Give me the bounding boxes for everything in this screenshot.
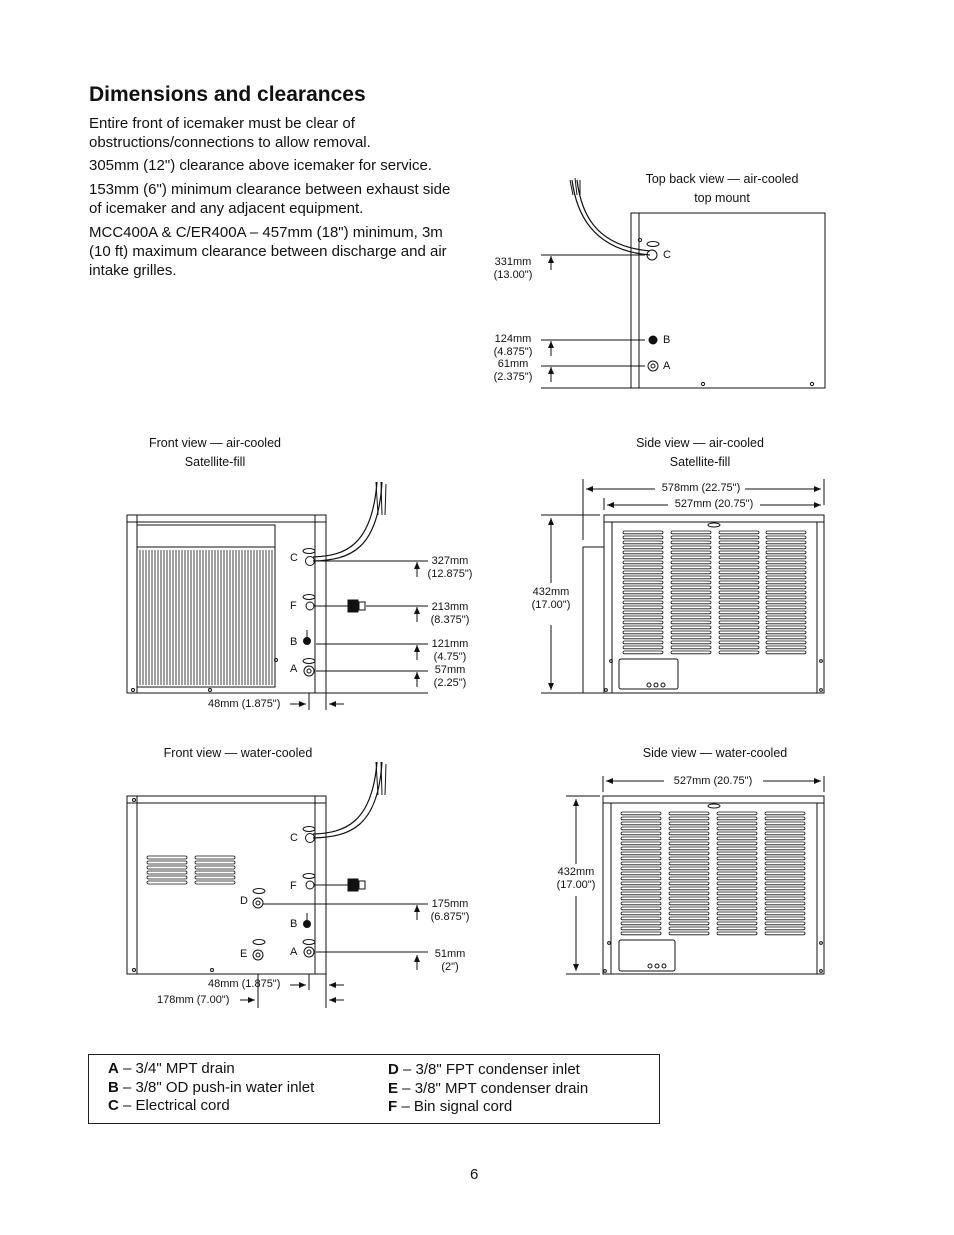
dim-175: 175mm (6.875") xyxy=(430,898,470,923)
legend-item-b: B – 3/8" OD push-in water inlet xyxy=(108,1078,315,1096)
dim-432-air: 432mm (17.00") xyxy=(531,586,571,611)
side-water-view-drawing xyxy=(566,776,824,974)
page-title: Dimensions and clearances xyxy=(89,83,366,106)
port-label-f: F xyxy=(290,880,297,892)
port-label-b: B xyxy=(663,334,671,346)
dim-51: 51mm (2") xyxy=(434,948,466,973)
legend-item-f: F – Bin signal cord xyxy=(388,1098,513,1115)
side-air-view-drawing xyxy=(541,479,824,693)
port-label-e: E xyxy=(240,948,248,960)
legend-item-e: E – 3/8" MPT condenser drain xyxy=(388,1079,589,1097)
dim-432-water: 432mm (17.00") xyxy=(556,866,596,891)
port-label-d: D xyxy=(240,895,248,907)
dim-578: 578mm (22.75") xyxy=(661,482,741,494)
port-label-a: A xyxy=(290,946,298,958)
dim-48-air: 48mm (1.875") xyxy=(208,698,281,710)
legend-item-a: A – 3/4" MPT drain xyxy=(108,1060,235,1077)
legend-box xyxy=(88,1054,660,1124)
legend-item-c: C – Electrical cord xyxy=(108,1097,230,1114)
front-water-view-drawing xyxy=(127,762,428,1008)
dim-331: 331mm (13.00") xyxy=(493,256,533,281)
legend-column-right xyxy=(388,1061,588,1117)
legend-item-d: D – 3/8" FPT condenser inlet xyxy=(388,1061,580,1078)
legend-column-left xyxy=(108,1060,314,1116)
intro-paragraph-1: Entire front of icemaker must be clear of obstructions/connections to allow removal. xyxy=(89,115,371,151)
port-label-c: C xyxy=(663,249,671,261)
port-label-f: F xyxy=(290,600,297,612)
dim-213: 213mm (8.375") xyxy=(430,601,470,626)
front-water-caption: Front view — water-cooled xyxy=(163,746,313,760)
port-label-c: C xyxy=(290,552,298,564)
dim-527-air: 527mm (20.75") xyxy=(674,498,754,510)
front-air-caption: Front view — air-cooled Satellite-fill xyxy=(149,436,281,469)
intro-paragraph-4: MCC400A & C/ER400A – 457mm (18") minimum, 3m (10 ft) maximum clearance between discharge and air intake grilles. xyxy=(89,224,447,279)
top-back-caption: Top back view — air-cooled top mount xyxy=(645,172,799,205)
dim-327: 327mm (12.875") xyxy=(427,555,473,580)
page-number: 6 xyxy=(470,1166,479,1183)
dim-121: 121mm (4.75") 57mm (2.25") xyxy=(431,638,469,689)
dim-527-water: 527mm (20.75") xyxy=(673,775,753,787)
side-air-caption: Side view — air-cooled Satellite-fill xyxy=(636,436,764,469)
port-label-c: C xyxy=(290,832,298,844)
dim-61: 61mm (2.375") xyxy=(493,358,533,383)
intro-paragraph-3: 153mm (6") minimum clearance between exhaust side of icemaker and any adjacent equipment. xyxy=(89,181,451,217)
dim-124: 124mm (4.875") xyxy=(493,333,533,358)
port-label-b: B xyxy=(290,636,298,648)
intro-paragraph-2: 305mm (12") clearance above icemaker for service. xyxy=(89,157,432,174)
port-label-b: B xyxy=(290,918,298,930)
side-water-caption: Side view — water-cooled xyxy=(642,746,788,760)
port-label-a: A xyxy=(663,360,671,372)
dim-178: 178mm (7.00") xyxy=(157,994,230,1006)
port-label-a: A xyxy=(290,663,298,675)
dim-48-water: 48mm (1.875") xyxy=(208,978,281,990)
front-air-view-drawing xyxy=(127,482,428,710)
top-back-view-drawing xyxy=(541,178,825,388)
